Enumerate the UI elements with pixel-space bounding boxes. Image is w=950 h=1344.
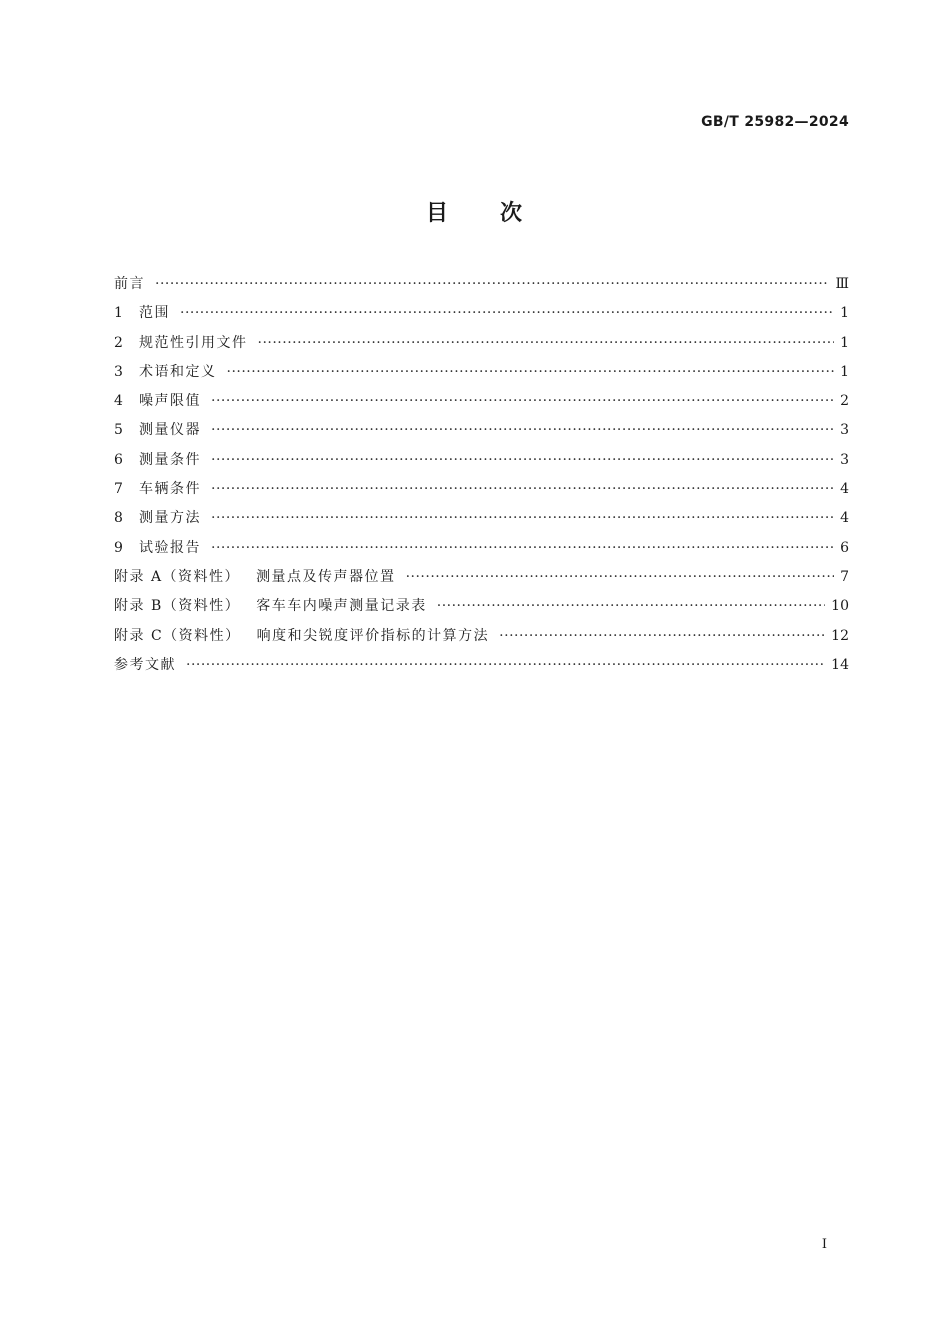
standard-code: GB/T 25982—2024: [701, 114, 849, 130]
toc-entry-label: 噪声限值: [139, 393, 201, 410]
toc-entry-appendix: 附录 C（资料性）: [114, 627, 241, 644]
toc-entry-appendix: 附录 A（资料性）: [114, 568, 241, 585]
toc-entry[interactable]: [114, 592, 849, 621]
toc-entry-page: 1: [840, 305, 849, 322]
table-of-contents: [114, 270, 849, 680]
toc-entry-label: 前言: [114, 276, 145, 292]
toc-entry-number: 8: [114, 510, 123, 527]
toc-entry-number: 9: [114, 539, 123, 556]
toc-entry[interactable]: [114, 329, 849, 358]
toc-entry[interactable]: [114, 651, 849, 680]
toc-entry[interactable]: [114, 534, 849, 563]
toc-entry[interactable]: [114, 622, 849, 651]
toc-leader-dots: [211, 475, 834, 504]
toc-entry[interactable]: [114, 416, 849, 445]
toc-entry-page: 6: [840, 539, 849, 556]
toc-entry-page: 10: [831, 598, 849, 615]
toc-entry-number: 1: [114, 305, 123, 322]
toc-entry[interactable]: [114, 504, 849, 533]
toc-entry-label: 车辆条件: [139, 481, 201, 498]
toc-entry-label: 响度和尖锐度评价指标的计算方法: [256, 627, 490, 644]
toc-entry-label: 测量仪器: [139, 422, 201, 439]
toc-leader-dots: [211, 387, 834, 416]
toc-leader-dots: [155, 270, 829, 299]
toc-entry-number: 6: [114, 451, 123, 468]
toc-entry-page: 2: [840, 393, 849, 410]
toc-entry-label: 测量条件: [139, 451, 201, 468]
toc-entry-page: 1: [840, 363, 849, 380]
toc-entry[interactable]: [114, 299, 849, 328]
toc-entry-appendix: 附录 B（资料性）: [114, 598, 241, 615]
page-title: [0, 196, 950, 227]
toc-entry-page: 1: [840, 334, 849, 351]
toc-entry-number: 2: [114, 334, 123, 351]
toc-entry-label: 测量方法: [139, 510, 201, 527]
page-number: Ⅰ: [821, 1237, 827, 1252]
toc-leader-dots: [211, 416, 834, 445]
page-title-part2: 次: [500, 201, 525, 226]
toc-entry-page: 14: [831, 656, 849, 673]
toc-entry[interactable]: [114, 387, 849, 416]
toc-entry[interactable]: [114, 358, 849, 387]
toc-entry-number: 3: [114, 363, 123, 380]
toc-entry-page: 4: [840, 510, 849, 527]
toc-leader-dots: [258, 329, 835, 358]
toc-entry-label: 术语和定义: [139, 363, 217, 380]
toc-entry-label: 试验报告: [139, 539, 201, 556]
toc-entry-page: 12: [831, 627, 849, 644]
toc-entry-number: 4: [114, 393, 123, 410]
toc-entry-page: 4: [840, 481, 849, 498]
toc-entry-label: 客车车内噪声测量记录表: [256, 598, 427, 615]
toc-entry-number: 7: [114, 481, 123, 498]
toc-entry-number: 5: [114, 422, 123, 439]
toc-entry-label: 参考文献: [114, 656, 176, 673]
toc-entry[interactable]: [114, 563, 849, 592]
toc-entry-page: 7: [840, 568, 849, 585]
toc-leader-dots: [437, 592, 825, 621]
toc-leader-dots: [211, 504, 834, 533]
toc-leader-dots: [499, 622, 825, 651]
toc-leader-dots: [186, 651, 825, 680]
toc-entry[interactable]: [114, 270, 849, 299]
toc-leader-dots: [211, 534, 834, 563]
page-title-part1: 目: [425, 201, 450, 226]
toc-entry[interactable]: [114, 475, 849, 504]
toc-leader-dots: [227, 358, 835, 387]
toc-entry-label: 规范性引用文件: [139, 334, 248, 351]
toc-entry-label: 范围: [139, 305, 170, 322]
toc-entry-page: 3: [840, 422, 849, 439]
toc-entry-page: Ⅲ: [835, 276, 849, 292]
toc-leader-dots: [180, 299, 834, 328]
toc-entry-page: 3: [840, 451, 849, 468]
toc-leader-dots: [211, 446, 834, 475]
toc-entry[interactable]: [114, 446, 849, 475]
toc-leader-dots: [406, 563, 835, 592]
toc-entry-label: 测量点及传声器位置: [256, 568, 396, 585]
